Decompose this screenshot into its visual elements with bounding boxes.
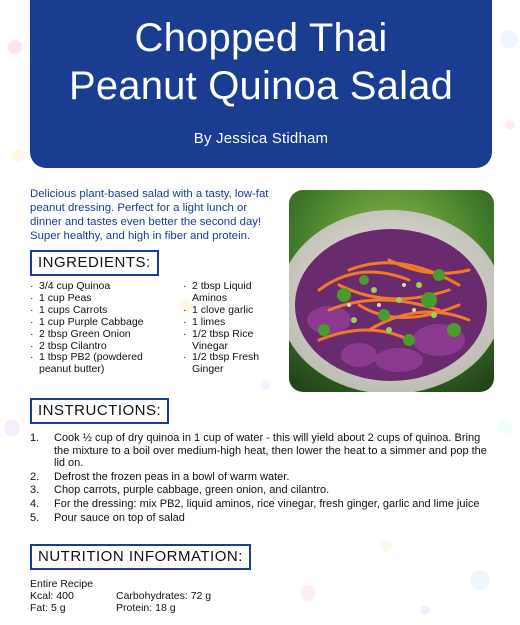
ingredient-item: · 1 clove garlic — [183, 305, 283, 317]
instruction-step — [30, 432, 490, 470]
ingredient-item: · 2 tbsp Green Onion — [30, 329, 170, 341]
ingredient-item: · 1 cups Carrots — [30, 305, 170, 317]
step-number: 2. — [30, 470, 40, 483]
step-text: Pour sauce on top of salad — [54, 511, 185, 524]
title-line-1: Chopped Thai — [134, 16, 388, 60]
title-banner — [30, 0, 492, 168]
step-text: Cook ½ cup of dry quinoa in 1 cup of water - this will yield about 2 cups of quinoa. Bring the mixture to a boil over medium-high heat, then lower the heat to a simmer and pop the lid on. — [54, 432, 487, 470]
step-text: For the dressing: mix PB2, liquid aminos, rice vinegar, fresh ginger, garlic and lime juice — [54, 497, 480, 510]
ingredient-item: · 1 cup Peas — [30, 293, 170, 305]
instruction-step — [30, 512, 490, 525]
fat-value: Fat: 5 g — [30, 602, 66, 615]
step-number: 4. — [30, 497, 40, 510]
ingredient-item: · 3/4 cup Quinoa — [30, 281, 170, 293]
ingredient-item: · 1 limes — [183, 317, 283, 329]
instructions-list — [30, 432, 490, 525]
ingredients-column-1 — [30, 281, 170, 376]
carbs-value: Carbohydrates: 72 g — [116, 590, 212, 603]
nutrition-label: Entire Recipe — [30, 578, 94, 590]
intro-text: Delicious plant-based salad with a tasty, low-fat peanut dressing. Perfect for a light lunch or dinner and tastes even better the second day! Super healthy, and high in fiber and protein. — [30, 188, 269, 242]
salad-photo — [289, 190, 494, 392]
nutrition-info — [30, 578, 290, 615]
ingredient-item: · 1/2 tbsp Rice Vinegar — [183, 329, 283, 353]
ingredient-item: · 1/2 tbsp Fresh Ginger — [183, 352, 283, 376]
title-line-2: Peanut Quinoa Salad — [68, 64, 454, 108]
page-title — [30, 14, 492, 110]
step-number: 1. — [30, 432, 40, 444]
nutrition-heading: NUTRITION INFORMATION: — [30, 544, 251, 570]
ingredient-item: · 2 tbsp Liquid Aminos — [183, 281, 283, 305]
instruction-step — [30, 484, 490, 497]
instruction-step — [30, 498, 490, 511]
instructions-heading: INSTRUCTIONS: — [30, 398, 169, 424]
ingredient-item: · 1 cup Purple Cabbage — [30, 317, 170, 329]
ingredients-heading: INGREDIENTS: — [30, 250, 159, 276]
step-number: 3. — [30, 484, 40, 497]
instruction-step — [30, 471, 490, 484]
ingredients-column-2 — [183, 281, 283, 376]
protein-value: Protein: 18 g — [116, 602, 176, 615]
step-text: Defrost the frozen peas in a bowl of warm water. — [54, 470, 290, 483]
ingredient-item: · 2 tbsp Cilantro — [30, 341, 170, 353]
step-number: 5. — [30, 511, 40, 524]
kcal-value: Kcal: 400 — [30, 590, 74, 603]
step-text: Chop carrots, purple cabbage, green onion, and cilantro. — [54, 484, 330, 497]
ingredient-item: · 1 tbsp PB2 (powdered peanut butter) — [30, 352, 170, 376]
author-byline: By Jessica Stidham — [193, 130, 329, 147]
banner-tail — [32, 150, 60, 164]
